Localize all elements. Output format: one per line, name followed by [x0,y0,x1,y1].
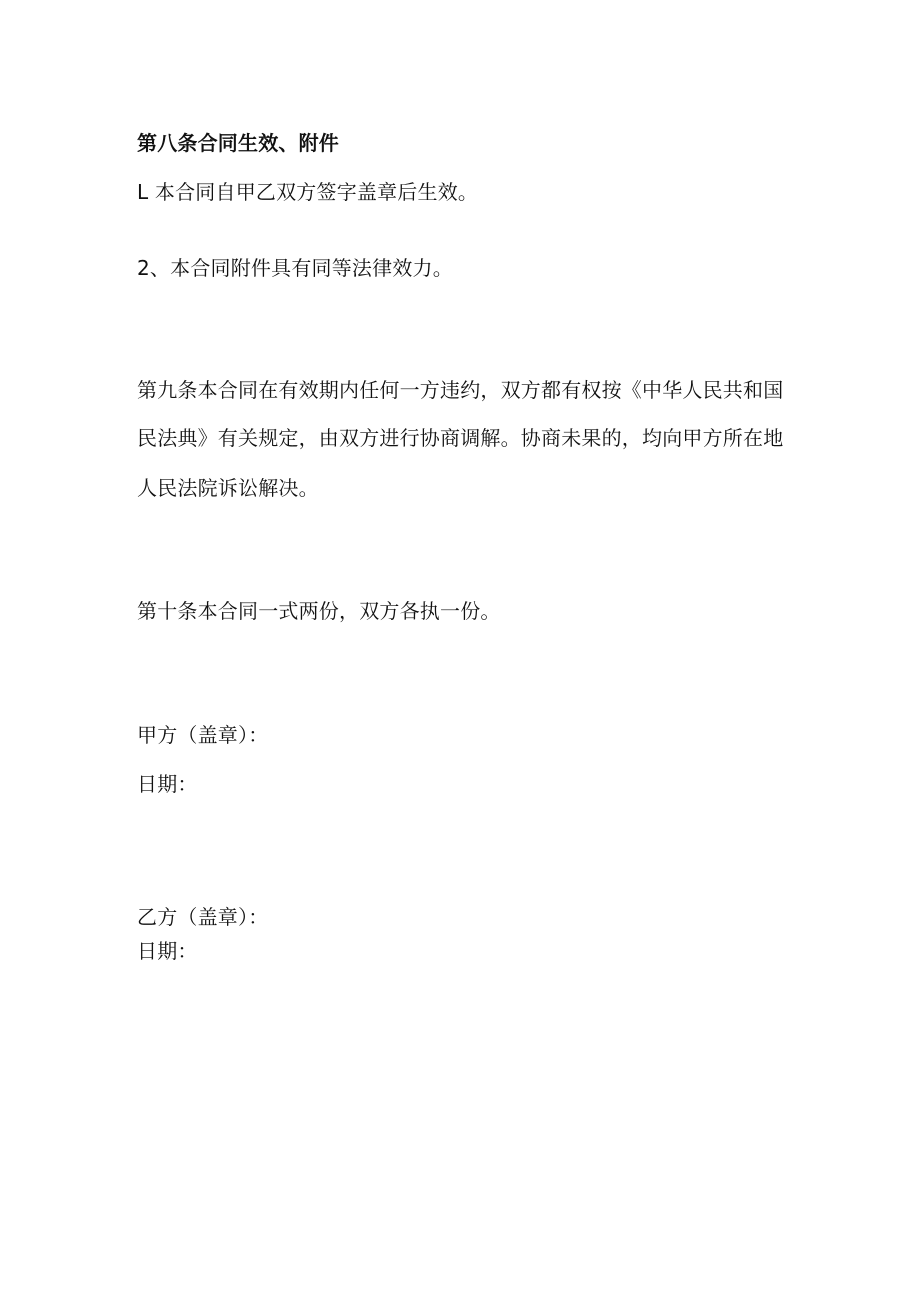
article9-line3: 人民法院诉讼解决。 [137,476,319,500]
article10-text: 第十条本合同一式两份，双方各执一份。 [137,599,501,623]
party-b-seal-label: 乙方（盖章）： [137,905,269,929]
article8-item1: L 本合同自甲乙双方签字盖章后生效。 [137,180,479,204]
article8-item2: 2、本合同附件具有同等法律效力。 [137,256,453,280]
article9-line2: 民法典》有关规定，由双方进行协商调解。协商未果的，均向甲方所在地 [137,426,784,450]
article9-line1: 第九条本合同在有效期内任何一方违约，双方都有权按《中华人民共和国 [137,378,784,402]
party-a-date-label: 日期： [137,772,198,796]
article8-heading: 第八条合同生效、附件 [137,131,339,155]
party-a-seal-label: 甲方（盖章）： [137,723,269,747]
party-b-date-label: 日期： [137,939,198,963]
